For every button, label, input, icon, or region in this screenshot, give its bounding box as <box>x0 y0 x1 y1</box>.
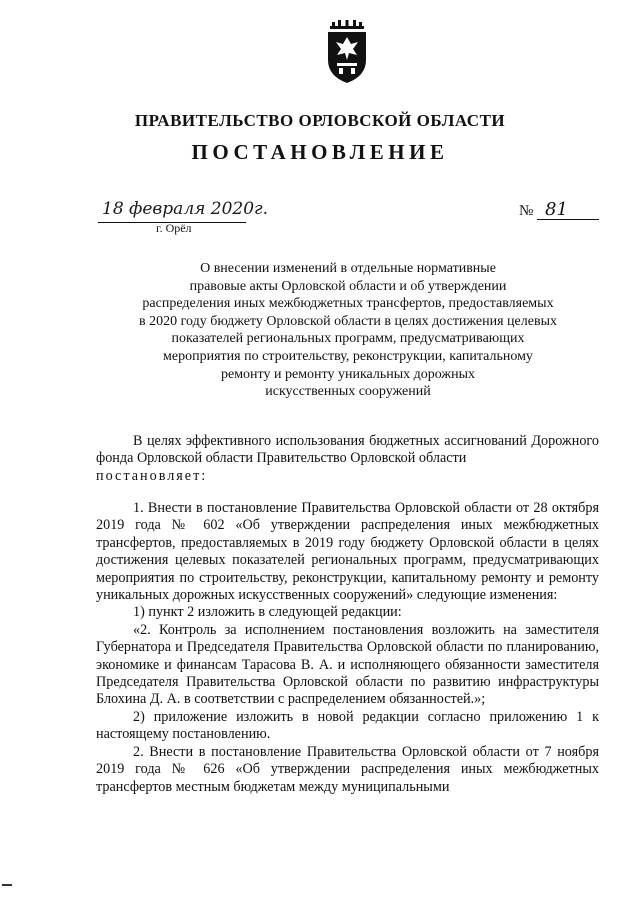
item-1-1-quote-paragraph: «2. Контроль за исполнением постановления возложить на заместителя Губернатора и Председателя Правительства Орловской области по планированию, экономике и финансам Тарасова В. А. и исполняющего обязанности заместителя Председателя Правительства Орловской области по развитию инфраструктуры Блохина Д. А. в соответствии с распределением обязанностей.»; <box>96 621 599 708</box>
subject-line: мероприятия по строительству, реконструкции, капитальному <box>163 348 533 364</box>
government-title: ПРАВИТЕЛЬСТВО ОРЛОВСКОЙ ОБЛАСТИ <box>134 111 506 130</box>
item-1-1-paragraph: 1) пункт 2 изложить в следующей редакции: <box>133 604 402 621</box>
preamble-paragraph: В целях эффективного использования бюджетных ассигнований Дорожного фонда Орловской области Правительство Орловской области <box>96 433 599 467</box>
item-2-paragraph: 2. Внести в постановление Правительства Орловской области от 7 ноября 2019 года № 626 «Об утверждении распределения иных межбюджетных трансфертов местным бюджетам между муниципальными <box>96 743 599 795</box>
page-edge-mark <box>2 884 12 886</box>
subject-line: О внесении изменений в отдельные нормативные <box>200 261 496 276</box>
coat-of-arms-emblem <box>322 20 372 84</box>
item-1-2-paragraph: 2) приложение изложить в новой редакции согласно приложению 1 к настоящему постановлению. <box>96 708 599 743</box>
subject-line: искусственных сооружений <box>265 384 431 400</box>
preamble-block <box>96 433 599 485</box>
items-block <box>96 500 599 796</box>
handwritten-number: 81 <box>545 199 568 220</box>
handwritten-date: 18 февраля 2020г. <box>102 199 269 219</box>
subject-line: правовые акты Орловской области и об утверждении <box>189 278 507 294</box>
subject-line: ремонту и ремонту уникальных дорожных <box>220 366 476 382</box>
subject-line: распределения иных межбюджетных трансфертов, предоставляемых <box>142 296 554 312</box>
number-label: № <box>519 203 534 219</box>
resolves-word: постановляет: <box>96 467 208 484</box>
item-1-paragraph: 1. Внести в постановление Правительства Орловской области от 28 октября 2019 года № 602 «Об утверждении распределения иных межбюджетных трансфертов, предоставляемых в 2019 году бюджету Орловской области в целях достижения целевых показателей региональных программ, предусматривающих мероприятия по строительству, реконструкции, капитальному ремонту и ремонту уникальных дорожных искусственных сооружений» следующие изменения: <box>96 500 599 604</box>
city-label: г. Орёл <box>156 221 192 235</box>
subject-line: показателей региональных программ, предусматривающих <box>171 331 525 347</box>
document-type-title: ПОСТАНОВЛЕНИЕ <box>191 140 449 164</box>
subject-line: в 2020 году бюджету Орловской области в целях достижения целевых <box>139 313 557 329</box>
document-subject <box>96 260 600 401</box>
